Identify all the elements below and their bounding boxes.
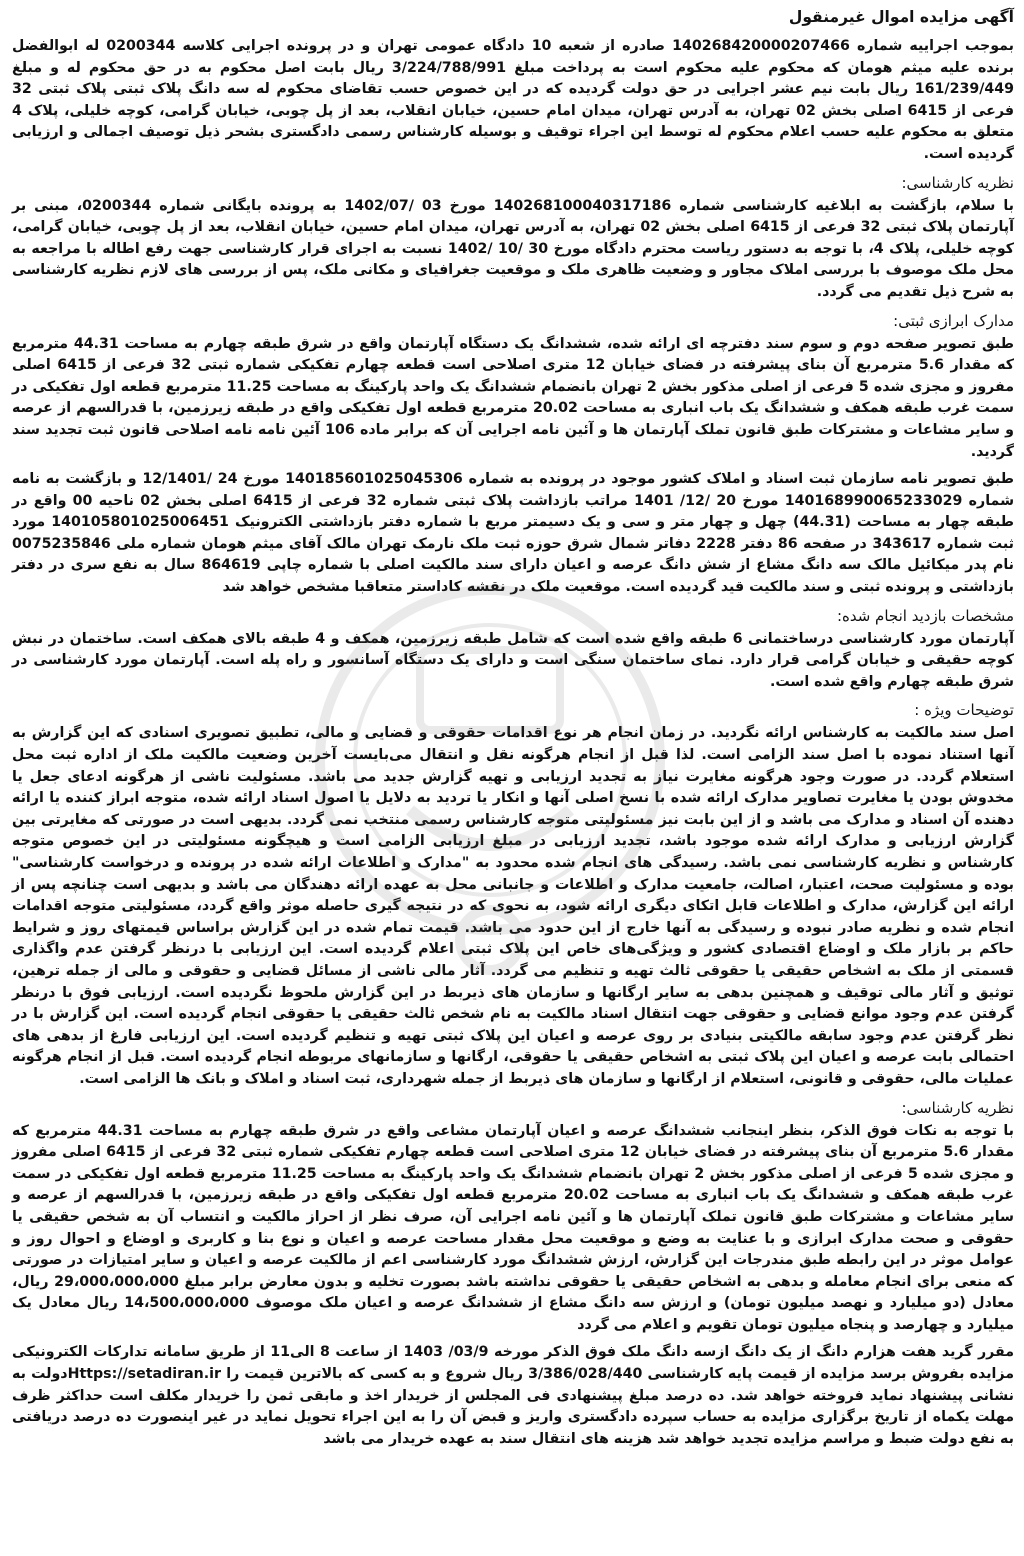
registration-docs-paragraph: طبق تصویر صفحه دوم و سوم سند دفترچه ای ارائه شده، ششدانگ یک دستگاه آپارتمان واقع در شرق طبقه چهارم به مساحت 44.31 مترمربع که مقدار 5.6 مترمربع آن بنای پیشرفته در فضای خیابان 12 متری اصلاحی است قطعه چهارم تفکیکی شماره ثبتی 32 فرعی از 6415 اصلی مفروز و مجزی شده 5 فرعی از اصلی مذکور بخش 2 تهران بانضمام ششدانگ یک واحد پارکینگ به مساحت 11.25 مترمربع قطعه اول تفکیکی در سمت غرب طبقه همکف و ششدانگ یک باب انباری به مساحت 20.02 مترمربع قطعه اول تفکیکی واقع در طبقه زیرزمین، با قدرالسهم از عرصه و سایر مشاعات و مشترکات طبق قانون تملک آپارتمان ها و آئین نامه اجرایی آن که برابر ماده 106 آئین نامه نامه اصلاحی قانون ثبت تجدید سند گردید. bbox=[12, 335, 1015, 460]
final-opinion-paragraph: با توجه به نکات فوق الذکر، بنظر اینجانب ششدانگ عرصه و اعیان آپارتمان مشاعی واقع در شرق طبقه چهارم به مساحت 44.31 مترمربع که مقدار 5.6 مترمربع آن بنای پیشرفته در فضای خیابان 12 متری اصلاحی است قطعه چهارم تفکیکی شماره ثبتی 32 فرعی از 6415 اصلی مفروز و مجزی شده 5 فرعی از اصلی مذکور بخش 2 تهران بانضمام ششدانگ یک واحد پارکینگ به مساحت 11.25 مترمربع قطعه اول تفکیکی در سمت غرب طبقه همکف و ششدانگ یک باب انباری به مساحت 20.02 مترمربع قطعه اول تفکیکی واقع در طبقه زیرزمین، با قدرالسهم از عرصه و سایر مشاعات و مشترکات طبق قانون تملک آپارتمان ها و آئین نامه اجرایی آن، صرف نظر از احراز مالکیت و انتساب آن به شخص حقیقی یا حقوقی و صحت مدارک ابرازی و با عنایت به وضع و موقعیت محل مقدار مساحت عرصه و اعیان و نوع بنا و کاربری و اوضاع و احوال روز و عوامل موثر در این رابطه طبق مندرجات این گزارش، ارزش ششدانگ مورد کارشناسی اعم از مالکیت عرصه و اعیان و سایر امتیازات در صورتی که منعی برای انجام معامله و بدهی به اشخاص حقیقی یا حقوقی نداشته باشد بصورت تخلیه و بدون معارض برابر مبلغ 29،000،000،000 ریال، معادل (دو میلیارد و نهصد میلیون تومان) و ارزش سه دانگ مشاع از ششدانگ عرصه و اعیان ملک موصوف 14،500،000،000 ریال معادل یک میلیارد و چهارصد و پنجاه میلیون تومان تقویم و اعلام می گردد bbox=[12, 1122, 1015, 1333]
intro-paragraph: بموجب اجراییه شماره 140268420000207466 صادره از شعبه 10 دادگاه عمومی تهران و در پرونده اجرایی کلاسه 0200344 له ابوالفضل برنده علیه میثم هومان که محکوم علیه محکوم است به پرداخت مبلغ 3/224/788/991 ریال بابت اصل محکوم به در حق محکوم له و مبلغ 161/239/449 ریال بابت نیم عشر اجرایی در حق دولت گردیده که در این خصوص حسب تقاضای محکوم له سه دانگ پلاک ثبتی پلاک ثبتی 32 فرعی از 6415 اصلی بخش 02 تهران، به آدرس تهران، میدان امام حسین، خیابان انقلاب، بعد از پل چوبی، خیابان گرامی، کوچه خلیلی، پلاک 4 متعلق به محکوم علیه حسب اعلام محکوم له توسط این اجراء توقیف و بوسیله کارشناس رسمی دادگستری بشحر ذیل توصیف اجمالی و ارزیابی گردیده است. bbox=[12, 38, 1014, 162]
section-heading-expert-opinion: نظریه کارشناسی: bbox=[901, 173, 1014, 192]
expert-opinion-paragraph: با سلام، بازگشت به ابلاغیه کارشناسی شماره 140268100040317186 مورخ 03 /1402/07 به پرونده بایگانی شماره 0200344، مبنی بر آپارتمان پلاک ثبتی 32 فرعی از 6415 اصلی بخش 02 تهران، به آدرس تهران، میدان امام حسین، خیابان انقلاب، بعد از پل چوبی، خیابان گرامی، کوچه خلیلی، پلاک 4، با توجه به دستور ریاست محترم دادگاه مورخ 30 /10 /1402 نسبت به اجرای قرار کارشناسی جهت رفع اطاله با مراجعه به محل ملک موصوف با بررسی املاک مجاور و وضعیت ظاهری ملک و موقعیت جغرافیای و مکانی ملک، پس از بررسی های لازم نظریه کارشناسی به شرح ذیل تقدیم می گردد. bbox=[12, 197, 1015, 300]
registration-letter-paragraph: طبق تصویر نامه سازمان ثبت اسناد و املاک کشور موجود در پرونده به شماره 140185601025045306 مورخ 24 /12/1401 و بازگشت به نامه شماره 140168990065233029 مورخ 20 /12/ 1401 مراتب بازداشت پلاک ثبتی شماره 32 فرعی از 6415 اصلی بخش 02 ناحیه 00 واقع در طبقه چهار به مساحت (44.31) چهل و چهار متر و سی و یک دسیمتر مربع با شماره دفتر بازداشتی الکترونیک 140105801025006451 مورد ثبت شماره 343617 در صفحه 86 دفتر 2228 دفاتر شمال شرق حوزه ثبت ملک نارمک تهران مالک آقای میثم هومان شماره ملی 0075235846 نام پدر میکائیل مالک سه دانگ مشاع از شش دانگ عرصه و اعیان دارای سند مالکیت اصلی با شماره چاپی 864619 سال به نفع سری در دفتر بازداشتی و پرونده ثبتی و سند مالکیت قید گردیده است. موقعیت ملک در نقشه کاداستر متعاقبا مشخص خواهد شد bbox=[12, 471, 1015, 596]
section-heading-final-opinion: نظریه کارشناسی: bbox=[901, 1098, 1014, 1117]
section-heading-registration-docs: مدارک ابرازی ثبتی: bbox=[893, 311, 1014, 330]
notice-title: آگهی مزایده اموال غیرمنقول bbox=[788, 8, 1014, 26]
auction-terms-paragraph: مقرر گرید هفت هزارم دانگ از یک دانگ ازسه دانگ ملک فوق الذکر مورخه 03/9/ 1403 از ساعت 8 الی11 از طریق سامانه تدارکات الکترونیکی مزایده بفروش برسد مزایده از قیمت پایه کارشناسی 3/386/028/440 ریال شروع و به کسی که بالاترین قیمت را Https://setadiran.irدولت به نشانی پیشنهاد نماید فروخته خواهد شد. ده درصد مبلغ پیشنهادی فی المجلس از خریدار اخذ و مابقی ثمن را خریدار مکلف است حداکثر ظرف مهلت یکماه از تاریخ برگزاری مزایده به حساب سپرده دادگستری واریز و قبض آن را به این اجراء تحویل نماید در غیر اینصورت ده درصد دریافتی به نفع دولت ضبط و مراسم مزایده تجدید خواهد شد هزینه های انتقال سند به عهده خریدار می باشد bbox=[12, 1344, 1015, 1447]
section-heading-visit: مشخصات بازدید انجام شده: bbox=[836, 606, 1014, 625]
visit-paragraph: آپارتمان مورد کارشناسی درساختمانی 6 طبقه واقع شده است که شامل طبقه زیرزمین، همکف و 4 طبقه بالای همکف است. ساختمان در نبش کوچه حقیقی و خیابان گرامی قرار دارد. نمای ساختمان سنگی است و دارای یک دستگاه آسانسور و راه پله است. آپارتمان مورد کارشناسی در شرق طبقه چهارم واقع شده است. bbox=[12, 630, 1014, 690]
section-heading-special-notes: توضیحات ویژه : bbox=[914, 701, 1014, 720]
special-notes-paragraph: اصل سند مالکیت به کارشناس ارائه نگردید. در زمان انجام هر نوع اقدامات حقوقی و قضایی و مالی، تطبیق تصویری اسنادی که این گزارش به آنها استناد نموده با اصل سند الزامی است. لذا قبل از انجام هرگونه نقل و انتقال می‌بایست آخرین وضعیت مالکیت ملک از اداره ثبت محل استعلام گردد. در صورت وجود هرگونه مغایرت نیاز به تجدید ارزیابی و تهیه گزارش جدید می باشد. مسئولیت ناشی از هرگونه ادعای جعل یا مخدوش بودن یا مغایرت تصاویر مدارک ارائه شده با نسخ اصلی آنها و انکار یا تردید به دلایل یا اصول اسناد ارائه شده، متوجه ابراز کننده یا ارائه دهنده آن اسناد و مدارک می باشد و از این بابت نیز مسئولیتی متوجه کارشناس رسمی منتخب نمی گردد. بدیهی است در صورتی که مغایرتی بین گزارش ارزیابی و مدارک ارائه شده موجود باشد، تجدید ارزیابی در مبلغ ارزیابی الزامی است و هیچگونه مسئولیتی در این خصوص متوجه کارشناس و نظریه کارشناسی نمی باشد. رسیدگی های انجام شده محدود به "مدارک و اطلاعات ارائه شده در پرونده و درخواست کارشناسی" بوده و مسئولیت صحت، اعتبار، اصالت، جامعیت مدارک و اطلاعات و جانبانی محل به عهده ارائه دهندگان می باشد و بدیهی است چنانچه پس از ارائه این گزارش، مدارک و اطلاعات قابل اتکای دیگری ارائه شود، به نحوی که در نتیجه گیری حاصله موثر واقع گردد، مسئولیتی متوجه اقدامات انجام شده و نظریه صادر نبوده و رسیدگی به آنها خارج از این حدود می باشد. قیمت تمام شده در این گزارش براساس قیمتهای روز و شرایط حاکم بر بازار ملک و اوضاع اقتصادی کشور و ویژگی‌های خاص این پلاک ثبتی اعلام گردیده است. این ارزیابی با درنظر گرفتن عدم واگذاری قسمتی از ملک به اشخاص حقیقی یا حقوقی ثالث تهیه و تنظیم می گردد. آثار مالی ناشی از مسائل قضایی و حقوقی و مالی از جمله ترهین، توثیق و آثار مالی توقیف و همچنین بدهی به سایر ارگانها و سازمان های ذیربط در این گزارش ملحوظ نگردیده است. ارزیابی فوق با درنظر گرفتن عدم وجود موانع قضایی و حقوقی جهت انتقال اسناد مالکیت به نام شخص ثالث حقیقی یا حقوقی انجام گردیده است. این گزارش با در نظر گرفتن عدم وجود سابقه مالکیتی بنیادی بر روی عرصه و اعیان این پلاک ثبتی تهیه و تنظیم گردیده است. این ارزیابی فارغ از بدهی های احتمالی بابت عرصه و اعیان این پلاک ثبتی به اشخاص حقیقی یا حقوقی، ارگانها و سازمانهای مربوطه انجام گردیده است. قبل از انجام هرگونه عملیات مالی، حقوقی و قانونی، استعلام از ارگانها و سازمان های ذیربط از جمله شهرداری، ثبت اسناد و املاک و بانک ها الزامی است. bbox=[12, 725, 1014, 1087]
